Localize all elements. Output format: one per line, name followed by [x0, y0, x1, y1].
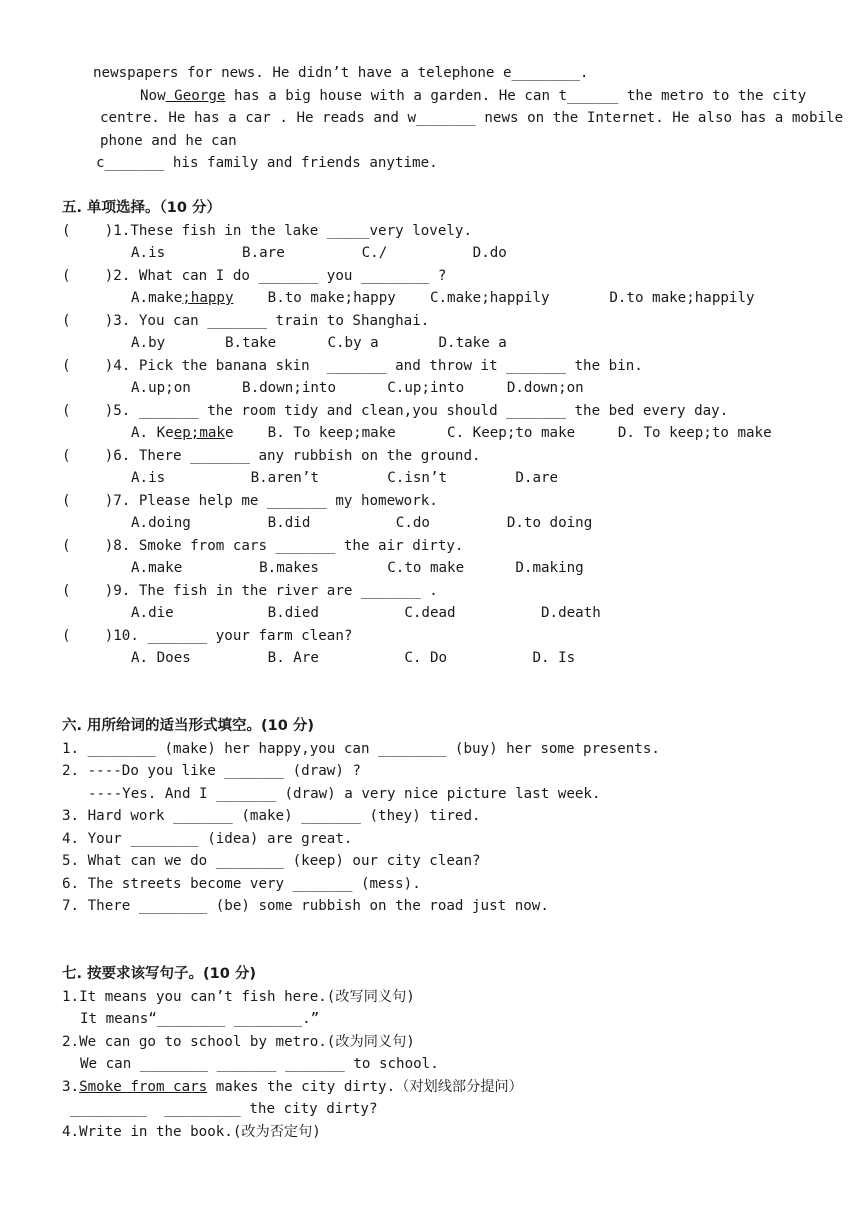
rewrite-3-rest: makes the city dirty.（对划线部分提问）	[207, 1079, 523, 1095]
rewrite-3-answer: _________ _________ the city dirty?	[70, 1101, 378, 1117]
question-1: ( )1.These fish in the lake _____very lovely.	[62, 223, 472, 239]
options-7: A.doing B.did C.do D.to doing	[131, 515, 593, 531]
fill-7: 7. There ________ (be) some rubbish on the road just now.	[62, 898, 549, 914]
options-9: A.die B.died C.dead D.death	[131, 605, 601, 621]
options-2-a: A.make	[131, 290, 183, 306]
fill-4: 4. Your ________ (idea) are great.	[62, 831, 353, 847]
question-8: ( )8. Smoke from cars _______ the air dirty.	[62, 538, 464, 554]
question-7: ( )7. Please help me _______ my homework.	[62, 493, 438, 509]
options-8: A.make B.makes C.to make D.making	[131, 560, 584, 576]
options-5-rest: e B. To keep;make C. Keep;to make D. To keep;to make	[224, 425, 772, 441]
question-9: ( )9. The fish in the river are _______ .	[62, 583, 438, 599]
fill-2: 2. ----Do you like _______ (draw) ?	[62, 763, 361, 779]
options-10: A. Does B. Are C. Do D. Is	[131, 650, 576, 666]
rewrite-4: 4.Write in the book.(改为否定句)	[62, 1124, 321, 1140]
passage-line-2	[140, 86, 806, 106]
options-6: A.is B.aren’t C.isn’t D.are	[131, 470, 559, 486]
question-10: ( )10. _______ your farm clean?	[62, 628, 353, 644]
options-5-underlined: ep;mak	[173, 425, 225, 441]
options-5	[131, 423, 772, 443]
question-6: ( )6. There _______ any rubbish on the ground.	[62, 448, 481, 464]
passage-line-1: newspapers for news. He didn’t have a telephone e________.	[93, 65, 589, 81]
options-4: A.up;on B.down;into C.up;into D.down;on	[131, 380, 584, 396]
fill-6: 6. The streets become very _______ (mess).	[62, 876, 421, 892]
rewrite-3	[62, 1077, 523, 1097]
passage-word-george: George	[165, 88, 226, 104]
passage-line-3: centre. He has a car . He reads and w_______ news on the Internet. He also has a mobile	[100, 110, 844, 126]
options-3: A.by B.take C.by a D.take a	[131, 335, 507, 351]
question-3: ( )3. You can _______ train to Shanghai.	[62, 313, 430, 329]
question-5: ( )5. _______ the room tidy and clean,you should _______ the bed every day.	[62, 403, 729, 419]
rewrite-2-answer: We can ________ _______ _______ to school.	[80, 1056, 439, 1072]
fill-2-reply: ----Yes. And I _______ (draw) a very nice picture last week.	[88, 786, 601, 802]
rewrite-1: 1.It means you can’t fish here.(改写同义句)	[62, 989, 415, 1005]
rewrite-3-underlined: Smoke from cars	[79, 1079, 208, 1095]
options-2	[131, 288, 755, 308]
options-2-underlined: ;happy	[182, 290, 234, 306]
fill-3: 3. Hard work _______ (make) _______ (they) tired.	[62, 808, 481, 824]
passage-line-5: c_______ his family and friends anytime.	[96, 155, 438, 171]
rewrite-3-number: 3.	[62, 1079, 80, 1095]
passage-word-now: Now	[140, 88, 166, 104]
options-1: A.is B.are C./ D.do	[131, 245, 507, 261]
passage-line-2-rest: has a big house with a garden. He can t______ the metro to the city	[225, 88, 807, 104]
section-7-heading: 七. 按要求该写句子。(10 分)	[62, 966, 257, 982]
options-2-rest: B.to make;happy C.make;happily D.to make;happily	[233, 290, 755, 306]
question-4: ( )4. Pick the banana skin _______ and throw it _______ the bin.	[62, 358, 643, 374]
options-5-a: A. Ke	[131, 425, 174, 441]
fill-5: 5. What can we do ________ (keep) our city clean?	[62, 853, 481, 869]
section-6-heading: 六. 用所给词的适当形式填空。(10 分)	[62, 718, 315, 734]
passage-line-4: phone and he can	[100, 133, 237, 149]
rewrite-1-answer: It means“________ ________.”	[80, 1011, 320, 1027]
fill-1: 1. ________ (make) her happy,you can ________ (buy) her some presents.	[62, 741, 660, 757]
question-2: ( )2. What can I do _______ you ________ ?	[62, 268, 447, 284]
rewrite-2: 2.We can go to school by metro.(改为同义句)	[62, 1034, 415, 1050]
section-5-heading: 五. 单项选择。（10 分）	[62, 200, 222, 216]
